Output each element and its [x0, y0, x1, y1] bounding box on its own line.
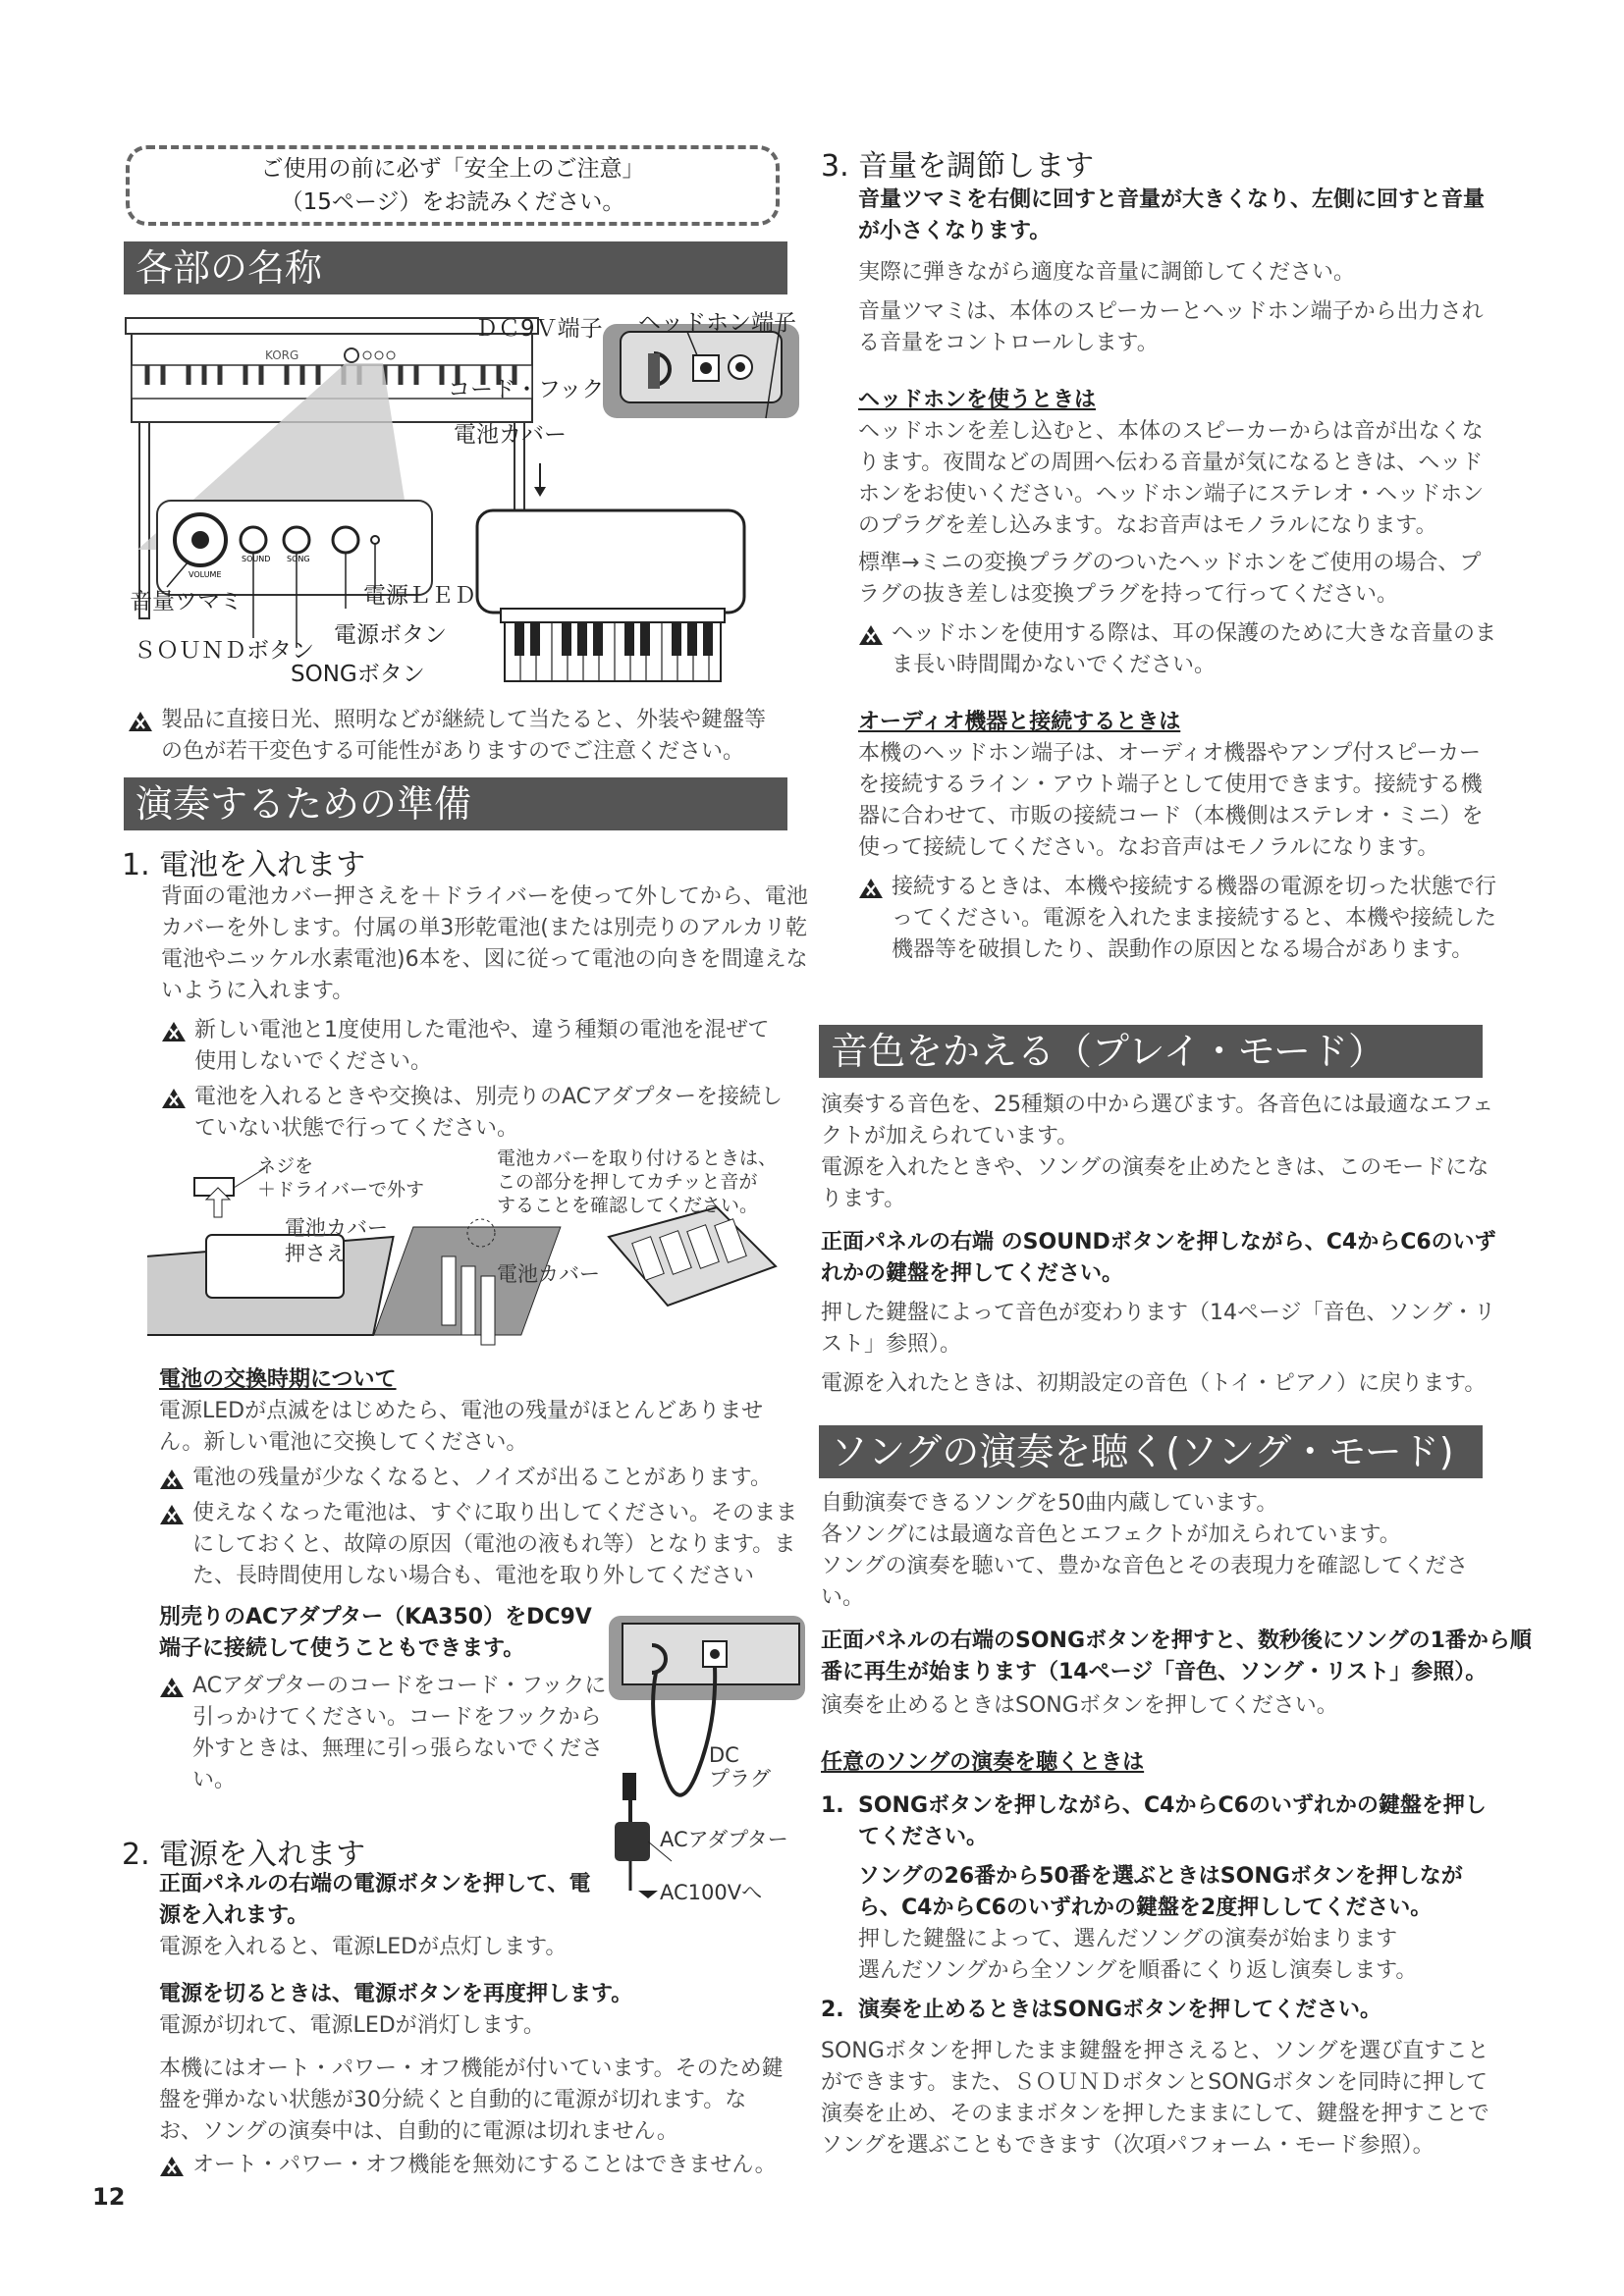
- song-p1: 自動演奏できるソングを50曲内蔵しています。: [821, 1491, 1278, 1516]
- step1-warning-3-text: 電池の残量が少なくなると、ノイズが出ることがあります。: [192, 1466, 773, 1490]
- step1-warning-1: [161, 1015, 789, 1078]
- step3-p2: 音量ツマミは、本体のスピーカーとヘッドホン端子から出力される音量をコントロールします。: [858, 299, 1484, 355]
- step3-warning-headphone-text: ヘッドホンを使用する際は、耳の保護のために大きな音量のまま長い時間聞かないでください。: [892, 621, 1497, 677]
- battery-replace-title: 電池の交換時期について: [159, 1367, 397, 1392]
- step2-title: 2. 電源を入れます: [122, 1838, 366, 1872]
- panel-sound-label: SOUND: [242, 555, 271, 563]
- step1-warning-4-text: 使えなくなった電池は、すぐに取り出してください。そのままにしておくと、故障の原因（電池の液もれ等）となります。また、長時間使用しない場合も、電池を取り外してください: [192, 1501, 798, 1588]
- step2-auto-off: 本機にはオート・パワー・オフ機能が付いています。そのため鍵盤を弾かない状態が30分続くと自動的に電源が切れます。なお、ソングの演奏中は、自動的に電源は切れません。: [159, 2056, 784, 2144]
- step1-body: 背面の電池カバー押さえを＋ドライバーを使って外してから、電池カバーを外します。付属の単3形乾電池(または別売りのアルカリ乾電池やニッケル水素電池)6本を、図に従って電池の向きを間違えないように入れます。: [161, 884, 808, 1003]
- fig-ac100-label: AC100Vへ: [660, 1881, 763, 1904]
- label-song-button: SONGボタン: [291, 662, 425, 687]
- step1-title: 1. 電池を入れます: [122, 848, 366, 882]
- any-song-step1-number: 1.: [821, 1793, 844, 1818]
- song-p2: 各ソングには最適な音色とエフェクトが加えられています。: [821, 1522, 1401, 1547]
- warning-icon: [159, 1468, 185, 1490]
- step3-title: 3. 音量を調節します: [821, 149, 1095, 184]
- label-headphone-jack: ヘッドホン端子: [638, 310, 796, 336]
- parts-illustration: [118, 304, 805, 687]
- step2-off-after: 電源が切れて、電源LEDが消灯します。: [159, 2013, 545, 2038]
- battery-replace-body: 電源LEDが点滅をはじめたら、電池の残量がほとんどありません。新しい電池に交換してください。: [159, 1399, 764, 1455]
- label-volume-knob: 音量ツマミ: [130, 589, 243, 614]
- step2-warning-text: オート・パワー・オフ機能を無効にすることはできません。: [192, 2153, 777, 2177]
- brand-logo: KORG: [265, 348, 299, 362]
- headphone-body: ヘッドホンを差し込むと、本体のスピーカーからは音が出なくなります。夜間などの周囲へ伝わる音量が気になるときは、ヘッドホンをお使いください。ヘッドホン端子にステレオ・ヘッドホンのプラグを差し込みます。なお音声はモノラルになります。: [858, 419, 1485, 538]
- headphone-body-2: 標準→ミニの変換プラグのついたヘッドホンをご使用の場合、プラグの抜き差しは変換プラグを持って行ってください。: [858, 551, 1482, 607]
- step2-warning: [159, 2150, 807, 2181]
- step3-warning-audio-text: 接続するときは、本機や接続する機器の電源を切った状態で行ってください。電源を入れたまま接続すると、本機や接続した機器等を破損したり、誤動作の原因となる場合があります。: [892, 875, 1497, 962]
- page-number: 12: [92, 2183, 126, 2211]
- section-play-mode-heading: 音色をかえる（プレイ・モード）: [819, 1025, 1483, 1078]
- any-song-title: 任意のソングの演奏を聴くときは: [821, 1750, 1145, 1775]
- ac-adapter-title: 別売りのACアダプター（KA350）をDC9V端子に接続して使うこともできます。: [159, 1605, 592, 1661]
- parts-warning-text: 製品に直接日光、照明などが継続して当たると、外装や鍵盤等の色が若干変色する可能性がありますのでご注意ください。: [161, 708, 767, 764]
- section-parts-heading: 各部の名称: [124, 241, 787, 294]
- warning-icon: [159, 1504, 185, 1525]
- notice-line-2: （15ページ）をお読みください。: [280, 189, 625, 215]
- step2-off-lead: 電源を切るときは、電源ボタンを再度押します。: [159, 1982, 633, 2006]
- song-lead: 正面パネルの右端のSONGボタンを押すと、数秒後にソングの1番から順番に再生が始まります（14ページ「音色、ソング・リスト」参照）。: [821, 1629, 1532, 1684]
- headphone-title: ヘッドホンを使うときは: [858, 388, 1097, 412]
- section-prep-heading: 演奏するための準備: [124, 777, 787, 830]
- any-song-step1-d: 選んだソングから全ソングを順番にくり返し演奏します。: [858, 1958, 1418, 1983]
- step1-warning-2-text: 電池を入れるときや交換は、別売りのACアダプターを接続していない状態で行ってください。: [194, 1085, 783, 1141]
- fig-cover-label: 電池カバー: [497, 1262, 600, 1286]
- step1-warning-1-text: 新しい電池と1度使用した電池や、違う種類の電池を混ぜて使用しないでください。: [194, 1018, 770, 1074]
- panel-volume-label: VOLUME: [189, 570, 222, 579]
- song-p4: SONGボタンを押したまま鍵盤を押さえると、ソングを選び直すことができます。また、ＳＯＵＮＤボタンとSONGボタンを同時に押して演奏を止め、そのままボタンを押したままにして、鍵盤を押すことでソングを選ぶこともできます（次項パフォーム・モード参照）。: [821, 2039, 1489, 2158]
- song-p3: ソングの演奏を聴いて、豊かな音色とその表現力を確認してください。: [821, 1554, 1469, 1610]
- parts-warning: [128, 705, 785, 768]
- any-song-step2-number: 2.: [821, 1998, 844, 2022]
- play-p1: 演奏する音色を、25種類の中から選びます。各音色には最適なエフェクトが加えられています。: [821, 1093, 1494, 1148]
- fig-ac-adapter-label: ACアダプター: [660, 1828, 788, 1851]
- warning-icon: [858, 878, 884, 899]
- play-p3: 押した鍵盤によって音色が変わります（14ページ「音色、ソング・リスト」参照）。: [821, 1301, 1496, 1357]
- notice-line-1: ご使用の前に必ず「安全上のご注意」: [260, 156, 645, 182]
- any-song-step1-b: ソングの26番から50番を選ぶときはSONGボタンを押しながら、C4からC6のいずれかの鍵盤を2度押ししてください。: [858, 1864, 1463, 1920]
- label-dc9v-jack: ＤＣ9Ｖ端子: [475, 316, 603, 342]
- label-power-led: 電源ＬＥＤ: [363, 583, 476, 609]
- ac-adapter-figure: [609, 1606, 805, 1900]
- step2-lead-after: 電源を入れると、電源LEDが点灯します。: [159, 1935, 568, 1959]
- section-song-mode-heading: ソングの演奏を聴く(ソング・モード): [819, 1425, 1483, 1478]
- warning-icon: [161, 1088, 187, 1109]
- any-song-step1: SONGボタンを押しながら、C4からC6のいずれかの鍵盤を押してください。: [858, 1793, 1487, 1849]
- step1-warning-5-text: ACアダプターのコードをコード・フックに引っかけてください。コードをフックから外すときは、無理に引っ張らないでください。: [192, 1674, 607, 1792]
- warning-icon: [159, 2156, 185, 2177]
- fig-click-note: 電池カバーを取り付けるときは、 この部分を押してカチッと音が することを確認してください。: [497, 1148, 778, 1216]
- label-sound-button: ＳＯＵＮＤボタン: [134, 638, 314, 664]
- label-battery-cover: 電池カバー: [454, 422, 567, 448]
- step3-warning-headphone: [858, 618, 1496, 681]
- step3-warning-audio: [858, 872, 1496, 966]
- step1-warning-2: [161, 1082, 789, 1145]
- play-p2: 電源を入れたときや、ソングの演奏を止めたときは、このモードになります。: [821, 1155, 1489, 1211]
- any-song-step1-c: 押した鍵盤によって、選んだソングの演奏が始まります: [858, 1927, 1398, 1951]
- warning-icon: [128, 711, 153, 732]
- fig-screw-label: ネジを ＋ドライバーで外す: [257, 1155, 425, 1201]
- audio-connect-body: 本機のヘッドホン端子は、オーディオ機器やアンプ付スピーカーを接続するライン・アウト端子として使用できます。接続する機器に合わせて、市販の接続コード（本機側はステレオ・ミニ）を使って接続してください。なお音声はモノラルになります。: [858, 741, 1484, 860]
- audio-connect-title: オーディオ機器と接続するときは: [858, 710, 1181, 734]
- warning-icon: [858, 624, 884, 646]
- step3-lead: 音量ツマミを右側に回すと音量が大きくなり、左側に回すと音量が小さくなります。: [858, 187, 1486, 243]
- play-lead: 正面パネルの右端 のSOUNDボタンを押しながら、C4からC6のいずれかの鍵盤を押してください。: [821, 1230, 1496, 1286]
- warning-icon: [161, 1021, 187, 1042]
- step1-warning-5: [159, 1671, 611, 1796]
- step1-warning-3: [159, 1463, 807, 1494]
- step3-p1: 実際に弾きながら適度な音量に調節してください。: [858, 260, 1356, 285]
- any-song-step2: 演奏を止めるときはSONGボタンを押してください。: [858, 1998, 1382, 2022]
- step2-lead: 正面パネルの右端の電源ボタンを押して、電源を入れます。: [159, 1872, 591, 1928]
- song-stop: 演奏を止めるときはSONGボタンを押してください。: [821, 1693, 1338, 1718]
- panel-song-label: SONG: [287, 555, 310, 563]
- label-power-button: 電源ボタン: [334, 622, 447, 648]
- safety-notice-box: [126, 145, 780, 226]
- warning-icon: [159, 1677, 185, 1698]
- fig-cover-holder-label: 電池カバー 押さえ: [285, 1216, 388, 1265]
- step1-warning-4: [159, 1498, 807, 1592]
- play-p4: 電源を入れたときは、初期設定の音色（トイ・ピアノ）に戻ります。: [821, 1371, 1487, 1396]
- label-cord-hook: コード・フック: [448, 377, 605, 402]
- fig-dc-plug-label: DC プラグ: [709, 1743, 771, 1790]
